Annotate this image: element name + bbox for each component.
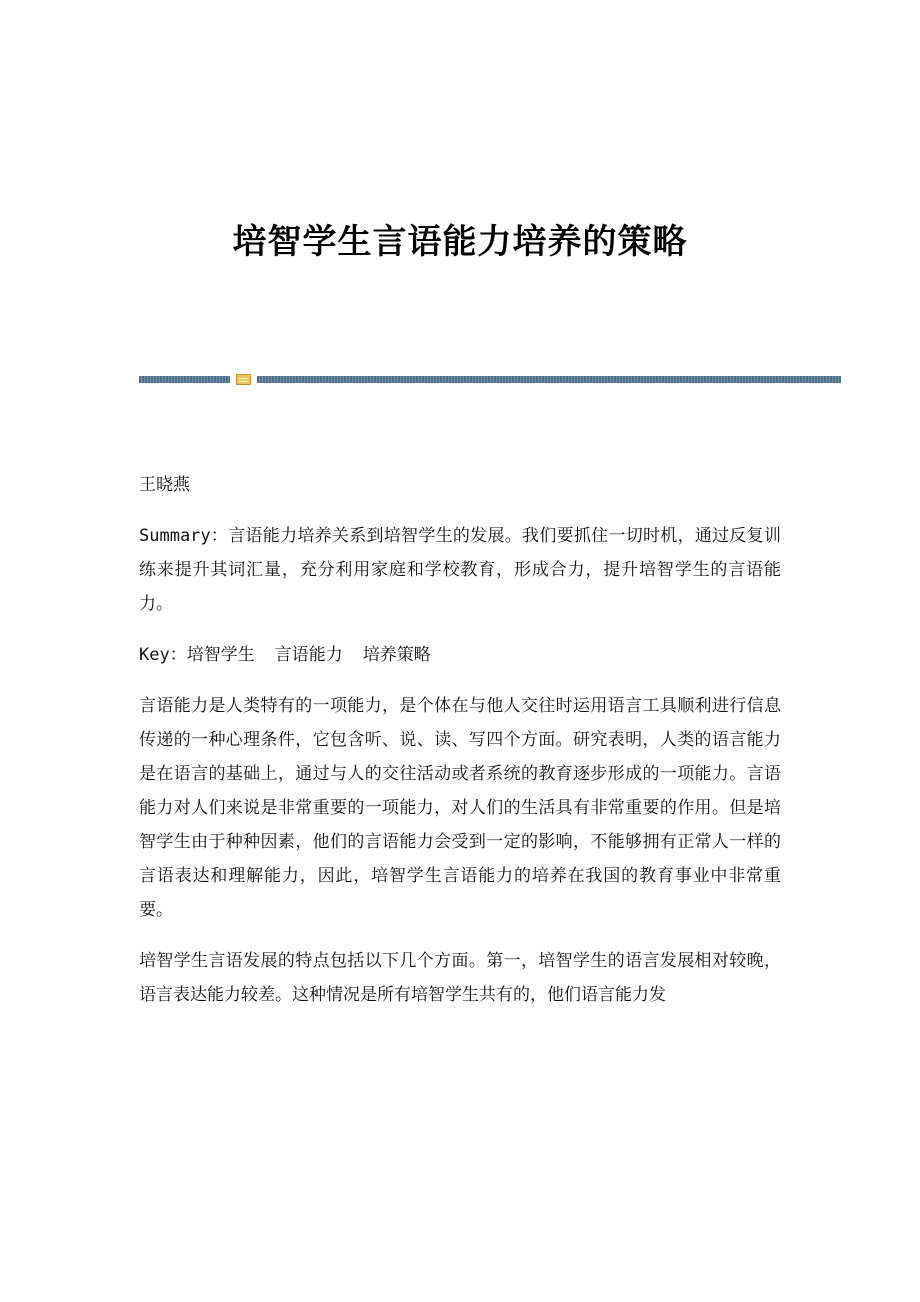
document-body bbox=[139, 468, 781, 1029]
divider-bar-right bbox=[257, 376, 841, 383]
keyword: 培智学生 bbox=[186, 645, 255, 665]
divider-emblem-icon bbox=[236, 374, 251, 385]
keyword: 培养策略 bbox=[362, 645, 431, 665]
summary-text: 言语能力培养关系到培智学生的发展。我们要抓住一切时机，通过反复训练来提升其词汇量，充分利用家庭和学校教育，形成合力，提升培智学生的言语能力。 bbox=[139, 526, 781, 614]
keyword: 言语能力 bbox=[274, 645, 343, 665]
summary bbox=[139, 519, 781, 621]
divider-bar-left bbox=[139, 376, 230, 383]
summary-label: Summary： bbox=[139, 526, 229, 546]
title-divider bbox=[139, 374, 841, 384]
keywords bbox=[139, 638, 781, 672]
author: 王晓燕 bbox=[139, 475, 190, 495]
document-title: 培智学生言语能力培养的策略 bbox=[232, 222, 688, 262]
keywords-label: Key： bbox=[139, 645, 187, 665]
body-paragraph: 言语能力是人类特有的一项能力，是个体在与他人交往时运用语言工具顺利进行信息传递的一种心理条件，它包含听、说、读、写四个方面。研究表明，人类的语言能力是在语言的基础上，通过与人的交往活动或者系统的教育逐步形成的一项能力。言语能力对人们来说是非常重要的一项能力，对人们的生活具有非常重要的作用。但是培智学生由于种种因素，他们的言语能力会受到一定的影响，不能够拥有正常人一样的言语表达和理解能力，因此，培智学生言语能力的培养在我国的教育事业中非常重要。 bbox=[139, 696, 781, 920]
body-paragraph: 培智学生言语发展的特点包括以下几个方面。第一，培智学生的语言发展相对较晚，语言表达能力较差。这种情况是所有培智学生共有的，他们语言能力发 bbox=[139, 951, 781, 1005]
